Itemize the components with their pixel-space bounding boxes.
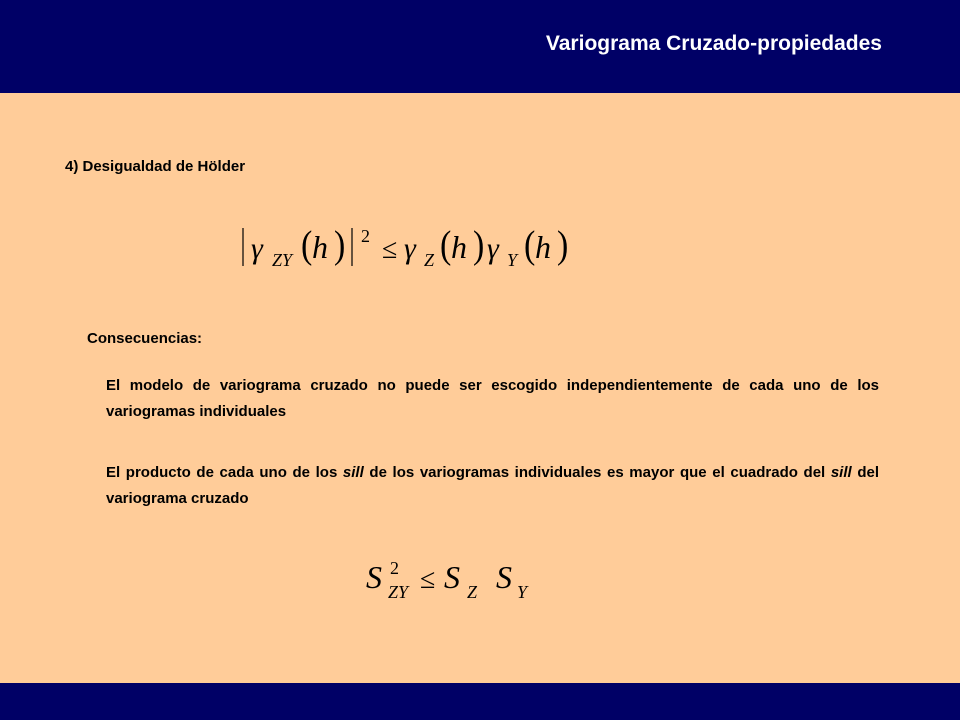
sill-inequality-formula [362, 552, 542, 608]
svg-text:(: ( [440, 222, 452, 266]
holder-inequality-formula [234, 208, 584, 278]
paragraph2-text-3: del variograma cruzado [106, 464, 880, 507]
leq-symbol: ≤ [382, 234, 398, 265]
svg-text:(: ( [301, 222, 313, 266]
section-heading: 4) Desigualdad de Hölder [65, 158, 246, 175]
footer-bar [0, 683, 960, 720]
svg-text:Z: Z [424, 250, 435, 270]
svg-text:Z: Z [467, 582, 478, 602]
svg-text:): ) [557, 222, 569, 266]
consequence-paragraph-1: El modelo de variograma cruzado no puede ser escogido independientemente de cada uno de los variogramas individuales [106, 377, 879, 420]
paragraph2-text-2: de los variogramas individuales es mayor que el cuadrado del [363, 464, 831, 481]
header-bar [0, 0, 960, 93]
svg-text:S: S [444, 559, 460, 595]
svg-text:): ) [334, 222, 346, 266]
svg-text:S: S [496, 559, 512, 595]
svg-text:2: 2 [390, 558, 399, 578]
consequence-paragraph-2 [106, 460, 879, 512]
slide-title: Variograma Cruzado-propiedades [545, 32, 882, 55]
svg-text:): ) [473, 222, 485, 266]
svg-text:≤: ≤ [420, 564, 436, 595]
svg-text:γ: γ [487, 232, 499, 265]
svg-text:γ: γ [404, 232, 416, 265]
svg-text:ZY: ZY [388, 582, 409, 602]
svg-text:h: h [451, 229, 467, 265]
svg-text:h: h [312, 229, 328, 265]
sill-term-1: sill [342, 464, 364, 481]
paragraph2-text-1: El producto de cada uno de los [106, 464, 343, 481]
exponent-2: 2 [361, 226, 370, 246]
svg-text:Y: Y [517, 582, 528, 602]
svg-text:(: ( [524, 222, 536, 266]
subscript-zy: ZY [272, 250, 293, 270]
consequences-label: Consecuencias: [87, 330, 203, 347]
sill-term-2: sill [830, 464, 852, 481]
gamma-symbol: γ [251, 232, 263, 265]
svg-text:S: S [366, 559, 382, 595]
svg-text:Y: Y [507, 250, 518, 270]
svg-text:h: h [535, 229, 551, 265]
